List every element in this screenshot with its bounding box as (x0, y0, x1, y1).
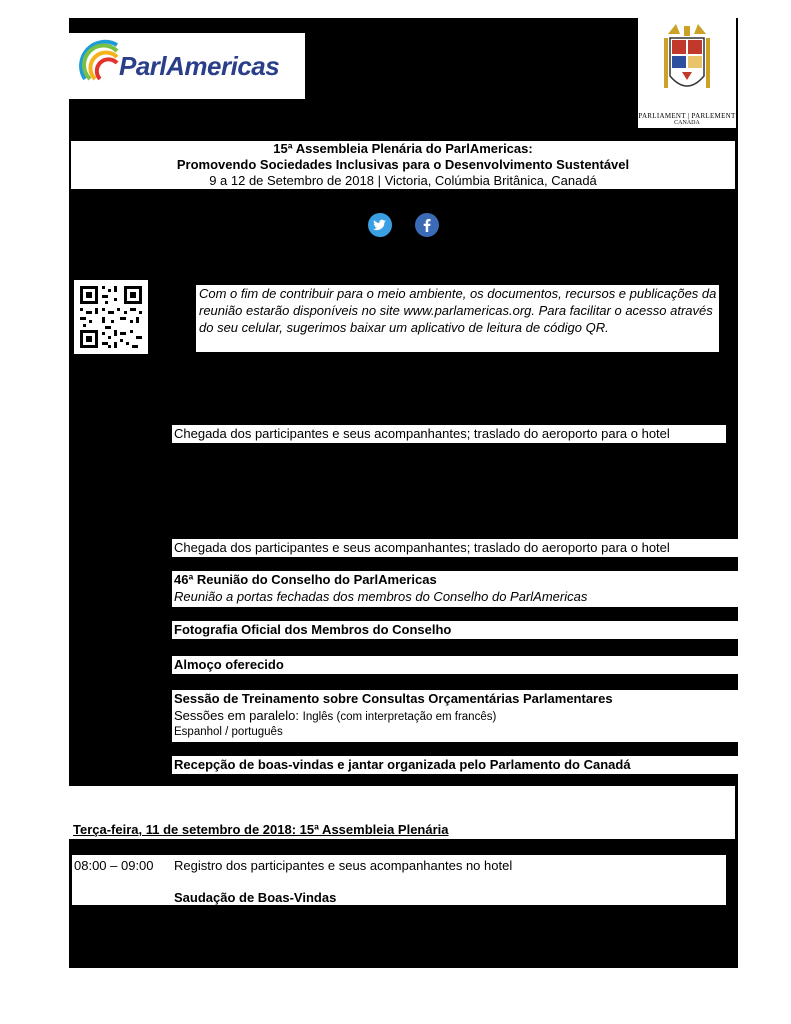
training-title: Sessão de Treinamento sobre Consultas Orçamentárias Parlamentares (174, 691, 613, 706)
crest-caption-2: CANADA (674, 120, 700, 126)
training-lang-2: Espanhol / português (174, 726, 283, 738)
day-title: Terça-feira, 11 de setembro de 2018: 15ª Assembleia Plenária (73, 822, 449, 837)
arrival-text-2: Chegada dos participantes e seus acompanhantes; traslado do aeroporto para o hotel (174, 540, 670, 555)
crest-icon (660, 20, 714, 108)
training-label: Sessões em paralelo: (174, 708, 303, 723)
qr-note: Com o fim de contribuir para o meio ambiente, os documentos, recursos e publicações da reunião estarão disponíveis no site www.parlamericas.org. Para facilitar o acesso através do seu celular, sugerimos baixar um aplicativo de leitura de código QR. (196, 285, 719, 352)
council-subtitle: Reunião a portas fechadas dos membros do Conselho do ParlAmericas (174, 589, 588, 604)
council-title: 46ª Reunião do Conselho do ParlAmericas (174, 572, 437, 587)
crest-caption-1: PARLIAMENT | PARLEMENT (638, 112, 736, 120)
event-title-line-1: 15ª Assembleia Plenária do ParlAmericas: (273, 141, 533, 156)
training-sessions (172, 707, 738, 725)
parliament-crest (638, 18, 736, 128)
event-title-block (71, 141, 735, 189)
arrival-row-1 (172, 425, 726, 443)
day-header-row (69, 786, 735, 839)
registration-text: Registro dos participantes e seus acompanhantes no hotel (174, 858, 513, 873)
parlamericas-logo (69, 33, 305, 99)
arrival-text-1: Chegada dos participantes e seus acompanhantes; traslado do aeroporto para o hotel (174, 426, 670, 441)
logo-text: ParlAmericas (119, 51, 280, 81)
lunch-title: Almoço oferecido (174, 657, 284, 672)
qr-code-icon (74, 280, 148, 354)
event-subtitle: 9 a 12 de Setembro de 2018 | Victoria, Colúmbia Britânica, Canadá (209, 173, 597, 188)
reception-row (172, 756, 738, 774)
lunch-row (172, 656, 738, 674)
arrival-row-2 (172, 539, 738, 557)
reception-title: Recepção de boas-vindas e jantar organizada pelo Parlamento do Canadá (174, 757, 631, 772)
photo-row (172, 621, 738, 639)
registration-time: 08:00 – 09:00 (74, 858, 154, 873)
training-row (172, 690, 738, 742)
council-row (172, 571, 738, 607)
qr-code (74, 280, 148, 354)
photo-title: Fotografia Oficial dos Membros do Conselho (174, 622, 452, 637)
twitter-icon[interactable] (368, 213, 392, 237)
welcome-title: Saudação de Boas-Vindas (174, 890, 337, 905)
registration-row (72, 855, 726, 905)
training-lang-1: Inglês (com interpretação em francês) (302, 711, 497, 723)
facebook-icon[interactable] (415, 213, 439, 237)
event-title-line-2: Promovendo Sociedades Inclusivas para o Desenvolvimento Sustentável (176, 157, 630, 172)
